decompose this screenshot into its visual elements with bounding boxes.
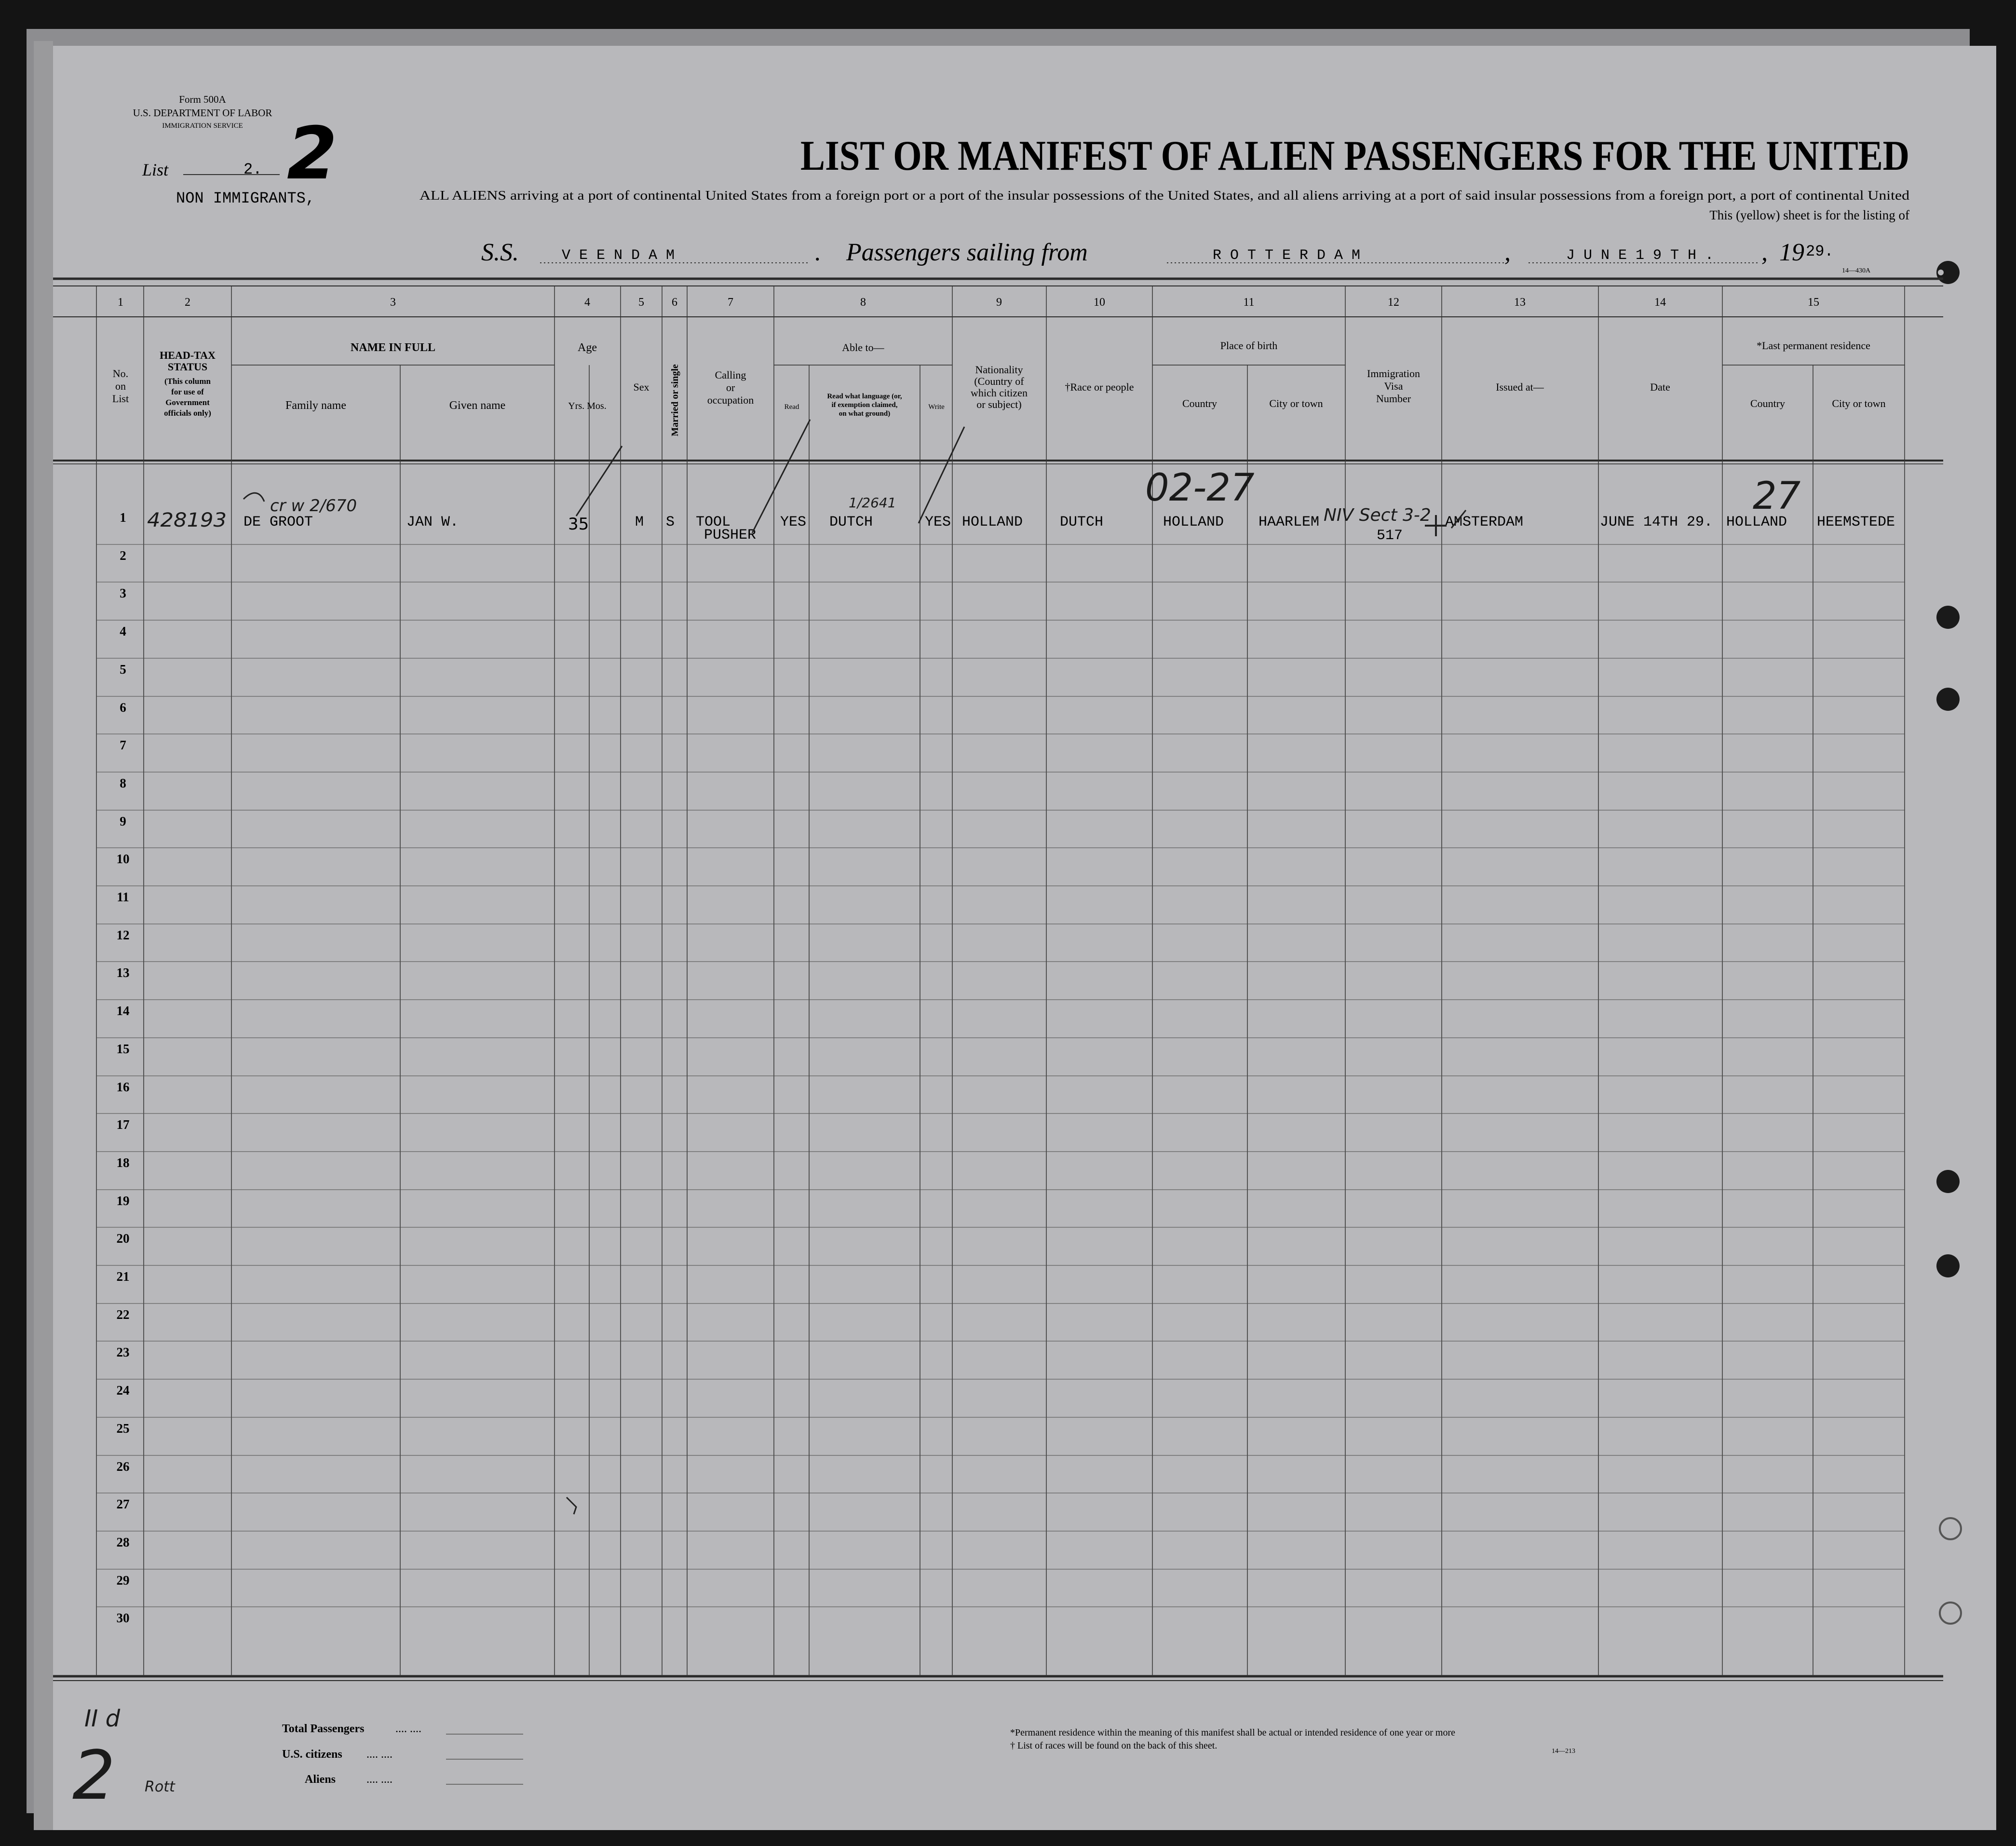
row-number: 24 — [116, 1383, 130, 1398]
row-number: 3 — [120, 586, 126, 600]
language: DUTCH — [829, 514, 873, 530]
header-read-language: on what ground) — [839, 410, 891, 418]
language-annotation: 1/2641 — [849, 495, 896, 511]
row-number: 4 — [120, 624, 126, 638]
header-head-tax-note: officials only) — [164, 408, 211, 418]
header-residence-city: City or town — [1832, 397, 1886, 409]
column-number: 8 — [860, 296, 866, 309]
family-annotation: cr w 2/670 — [270, 496, 357, 516]
header-no: List — [112, 393, 129, 405]
row-number: 5 — [120, 662, 126, 677]
header-yrs-mos: Yrs. Mos. — [568, 401, 607, 411]
dots: .... .... — [395, 1723, 421, 1735]
column-number: 7 — [728, 296, 733, 309]
margin-number: 2 — [72, 1737, 116, 1815]
margin-note: Rott — [145, 1778, 175, 1795]
header-nationality: (Country of — [974, 375, 1024, 387]
row-number: 10 — [116, 852, 130, 866]
page-edge — [34, 41, 53, 1830]
header-married: Married or single — [670, 364, 680, 436]
header-no: No. — [112, 367, 129, 380]
header-read-language: Read what language (or, — [827, 393, 902, 400]
header-family-name: Family name — [285, 399, 346, 412]
aliens-label: Aliens — [305, 1773, 336, 1786]
column-number: 4 — [584, 296, 590, 309]
can-write: YES — [925, 514, 951, 530]
footer-code: 14—213 — [1552, 1748, 1575, 1755]
occupation-line-1: TOOL — [696, 514, 731, 530]
header-visa: Immigration — [1367, 367, 1420, 380]
sex: M — [635, 514, 644, 530]
header-nationality: Nationality — [975, 364, 1023, 376]
header-birth-city: City or town — [1269, 397, 1323, 409]
header-able-to: Able to— — [842, 341, 884, 353]
row-number: 23 — [116, 1345, 130, 1359]
race: DUTCH — [1060, 514, 1104, 530]
birth-country: HOLLAND — [1163, 514, 1224, 530]
sailing-label: Passengers sailing from — [846, 239, 1088, 266]
manifest-title: LIST OR MANIFEST OF ALIEN PASSENGERS FOR THE UNITED — [800, 133, 1909, 179]
dots: .... .... — [366, 1773, 392, 1786]
date-comma: , — [1761, 239, 1768, 266]
paper-sheet — [41, 46, 1996, 1830]
list-label: List — [142, 160, 169, 179]
row-number: 11 — [117, 890, 129, 904]
row-number: 30 — [116, 1611, 130, 1625]
department-label: U.S. DEPARTMENT OF LABOR — [133, 107, 272, 119]
row-number: 6 — [120, 700, 126, 715]
year-prefix: 19 — [1779, 239, 1804, 266]
residence-country: HOLLAND — [1726, 514, 1787, 530]
header-head-tax-note: Government — [165, 398, 210, 407]
list-number-handwritten: 2 — [287, 112, 338, 196]
column-number: 14 — [1654, 296, 1666, 309]
issued-at: AMSTERDAM — [1445, 514, 1524, 530]
header-visa: Number — [1376, 393, 1411, 405]
header-given-name: Given name — [449, 399, 506, 412]
sailing-date: J U N E 1 9 T H . — [1566, 247, 1714, 264]
header-name-in-full: NAME IN FULL — [350, 341, 436, 354]
column-number: 6 — [672, 296, 677, 309]
occupation-line-2: PUSHER — [704, 527, 757, 543]
service-label: IMMIGRATION SERVICE — [162, 122, 243, 130]
header-nationality: or subject) — [976, 398, 1022, 410]
family-name: DE GROOT — [244, 514, 313, 530]
list-number-typed: 2. — [244, 161, 262, 178]
head-tax-annotation: 428193 — [147, 509, 227, 531]
port-name: R O T T E R D A M — [1213, 247, 1361, 264]
preamble-line-2: This (yellow) sheet is for the listing of — [1709, 208, 1909, 222]
column-number: 15 — [1808, 296, 1819, 309]
header-nationality: which citizen — [971, 387, 1028, 399]
birth-city: HAARLEM — [1258, 514, 1320, 530]
port-comma: , — [1504, 239, 1511, 266]
header-head-tax: HEAD-TAX — [160, 349, 216, 361]
column-number: 11 — [1243, 296, 1255, 309]
margin-annotation-top: II d — [84, 1705, 121, 1732]
can-read: YES — [780, 514, 807, 530]
header-sex: Sex — [633, 381, 649, 393]
row-number: 13 — [116, 965, 130, 980]
row-number: 20 — [116, 1231, 130, 1246]
footer-note-races: † List of races will be found on the back of this sheet. — [1010, 1740, 1218, 1751]
row-number: 18 — [116, 1155, 130, 1170]
row-number: 15 — [116, 1042, 130, 1056]
list-category: NON IMMIGRANTS, — [176, 190, 315, 207]
header-head-tax-note: (This column — [164, 377, 211, 386]
form-code-small: 14—430A — [1842, 267, 1871, 274]
marital-status: S — [666, 514, 675, 530]
row-number: 19 — [116, 1194, 130, 1208]
column-number: 3 — [390, 296, 396, 309]
row-number: 16 — [116, 1080, 130, 1094]
row-number: 7 — [120, 738, 126, 752]
header-read-language: if exemption claimed, — [831, 401, 898, 409]
header-calling: occupation — [707, 394, 754, 406]
row-number: 8 — [120, 776, 126, 790]
header-race: †Race or people — [1065, 381, 1134, 393]
row-number: 9 — [120, 814, 126, 828]
residence-code-annotation: 27 — [1753, 475, 1801, 518]
column-number: 5 — [638, 296, 644, 309]
year-suffix: 29. — [1806, 243, 1834, 260]
header-birth-country: Country — [1182, 397, 1218, 409]
dots: .... .... — [366, 1748, 392, 1761]
row-number: 1 — [120, 510, 126, 525]
header-head-tax-note: for use of — [171, 387, 204, 396]
preamble-line-1: ALL ALIENS arriving at a port of continental United States from a foreign port or a port of the insular possessions of the United States, and all aliens arriving at a port of said insular possessions from a foreign port, a port of continental United — [419, 188, 1910, 203]
visa-annotation: NIV Sect 3-2 — [1324, 505, 1431, 525]
form-number: Form 500A — [179, 94, 226, 105]
header-date: Date — [1650, 381, 1670, 393]
row-number: 28 — [116, 1535, 130, 1549]
ship-name: V E E N D A M — [562, 247, 675, 264]
voyage-dot: . — [815, 239, 821, 266]
column-number: 12 — [1388, 296, 1399, 309]
header-no: on — [115, 380, 126, 392]
column-number: 2 — [185, 296, 190, 309]
ss-label: S.S. — [481, 239, 519, 266]
column-number: 13 — [1514, 296, 1526, 309]
row-number: 27 — [116, 1497, 130, 1511]
given-name: JAN W. — [406, 514, 459, 530]
column-number: 1 — [118, 296, 123, 309]
row-number: 22 — [116, 1307, 130, 1322]
row-number: 14 — [116, 1004, 130, 1018]
row-number: 26 — [116, 1459, 130, 1474]
row-number: 21 — [116, 1269, 130, 1284]
column-number: 10 — [1094, 296, 1105, 309]
row-number: 2 — [120, 548, 126, 563]
header-residence-country: Country — [1750, 397, 1786, 409]
header-age: Age — [578, 341, 597, 354]
header-visa: Visa — [1384, 380, 1403, 392]
column-number: 9 — [996, 296, 1002, 309]
birth-code-annotation: 02-27 — [1145, 466, 1255, 510]
header-last-residence: *Last permanent residence — [1757, 339, 1870, 352]
total-passengers-label: Total Passengers — [282, 1723, 365, 1735]
header-calling: or — [726, 381, 735, 394]
header-calling: Calling — [715, 369, 746, 381]
visa-number: 517 — [1377, 528, 1403, 544]
row-number: 17 — [116, 1117, 130, 1132]
header-write: Write — [928, 403, 945, 411]
header-read: Read — [784, 403, 799, 411]
issue-date: JUNE 14TH 29. — [1600, 514, 1713, 530]
us-citizens-label: U.S. citizens — [282, 1748, 342, 1761]
header-place-of-birth: Place of birth — [1220, 339, 1278, 352]
residence-city: HEEMSTEDE — [1817, 514, 1895, 530]
age: 35 — [568, 515, 589, 534]
footer-note-residence: *Permanent residence within the meaning of this manifest shall be actual or intended residence of one year or more — [1010, 1727, 1456, 1738]
header-issued-at: Issued at— — [1496, 381, 1544, 393]
row-number: 12 — [116, 928, 130, 942]
row-number: 29 — [116, 1573, 130, 1588]
row-number: 25 — [116, 1421, 130, 1436]
header-head-tax: STATUS — [167, 361, 208, 373]
nationality: HOLLAND — [962, 514, 1023, 530]
